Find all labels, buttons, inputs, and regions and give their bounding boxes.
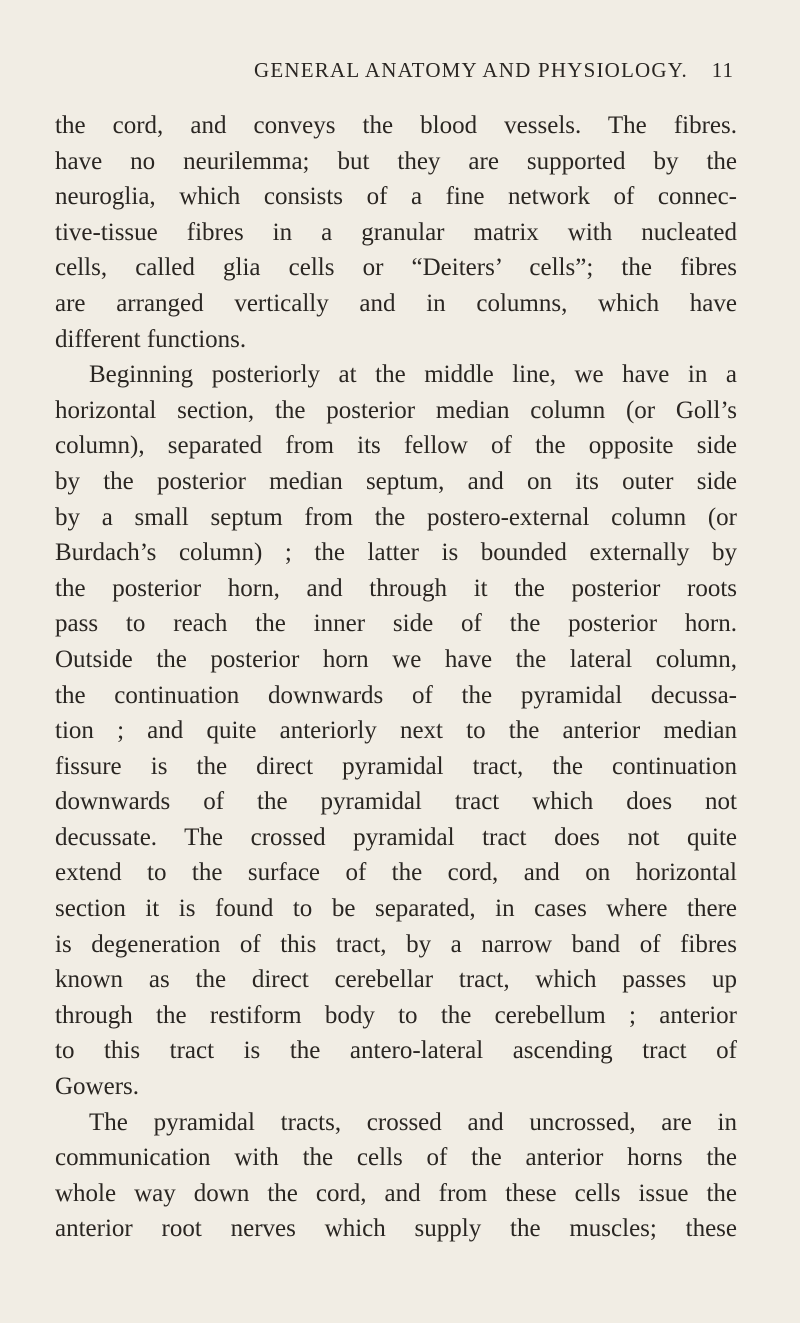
text-line: tive-tissue fibres in a granular matrix with nucleated (55, 218, 737, 246)
paragraph-2 (55, 357, 737, 1104)
text-line: whole way down the cord, and from these cells issue the (55, 1179, 737, 1207)
text-line: anterior root nerves which supply the muscles; these (55, 1215, 737, 1243)
text-line: the continuation downwards of the pyramidal decussa- (55, 681, 737, 709)
text-line: through the restiform body to the cerebellum ; anterior (55, 1001, 737, 1029)
text-line: Burdach’s column) ; the latter is bounded externally by (55, 539, 737, 567)
text-line: is degeneration of this tract, by a narrow band of fibres (55, 930, 737, 958)
paragraph-3 (55, 1105, 737, 1247)
text-line: by a small septum from the postero-external column (or (55, 503, 737, 531)
text-line: decussate. The crossed pyramidal tract does not quite (55, 823, 737, 851)
text-line: section it is found to be separated, in cases where there (55, 895, 737, 923)
text-line: to this tract is the antero-lateral ascending tract of (55, 1037, 737, 1065)
text-line: communication with the cells of the anterior horns the (55, 1144, 737, 1172)
text-line: cells, called glia cells or “Deiters’ cells”; the fibres (55, 254, 737, 282)
text-line: tion ; and quite anteriorly next to the anterior median (55, 717, 737, 745)
text-line: the cord, and conveys the blood vessels. The fibres. (55, 112, 737, 139)
text-line: Beginning posteriorly at the middle line, we have in a (89, 361, 737, 389)
text-line: known as the direct cerebellar tract, which passes up (55, 966, 737, 994)
text-line: neuroglia, which consists of a fine network of connec- (55, 183, 737, 211)
running-head (254, 58, 734, 88)
text-line: horizontal section, the posterior median column (or Goll’s (55, 396, 737, 424)
page-number: 11 (711, 58, 734, 82)
text-line: The pyramidal tracts, crossed and uncrossed, are in (89, 1108, 737, 1136)
body-text (55, 108, 737, 1247)
text-line: the posterior horn, and through it the posterior roots (55, 574, 737, 602)
text-line: Gowers. (55, 1073, 140, 1101)
text-line: column), separated from its fellow of the opposite side (55, 432, 737, 460)
paragraph-1 (55, 108, 737, 357)
text-line: different functions. (55, 325, 247, 353)
text-line: extend to the surface of the cord, and on horizontal (55, 859, 737, 887)
text-line: are arranged vertically and in columns, which have (55, 289, 737, 317)
text-line: Outside the posterior horn we have the lateral column, (55, 645, 737, 673)
text-line: downwards of the pyramidal tract which does not (55, 788, 737, 816)
text-line: pass to reach the inner side of the posterior horn. (55, 610, 737, 638)
text-line: fissure is the direct pyramidal tract, the continuation (55, 752, 737, 780)
running-title: GENERAL ANATOMY AND PHYSIOLOGY. (254, 58, 688, 82)
text-line: have no neurilemma; but they are supported by the (55, 147, 737, 175)
text-line: by the posterior median septum, and on its outer side (55, 467, 737, 495)
